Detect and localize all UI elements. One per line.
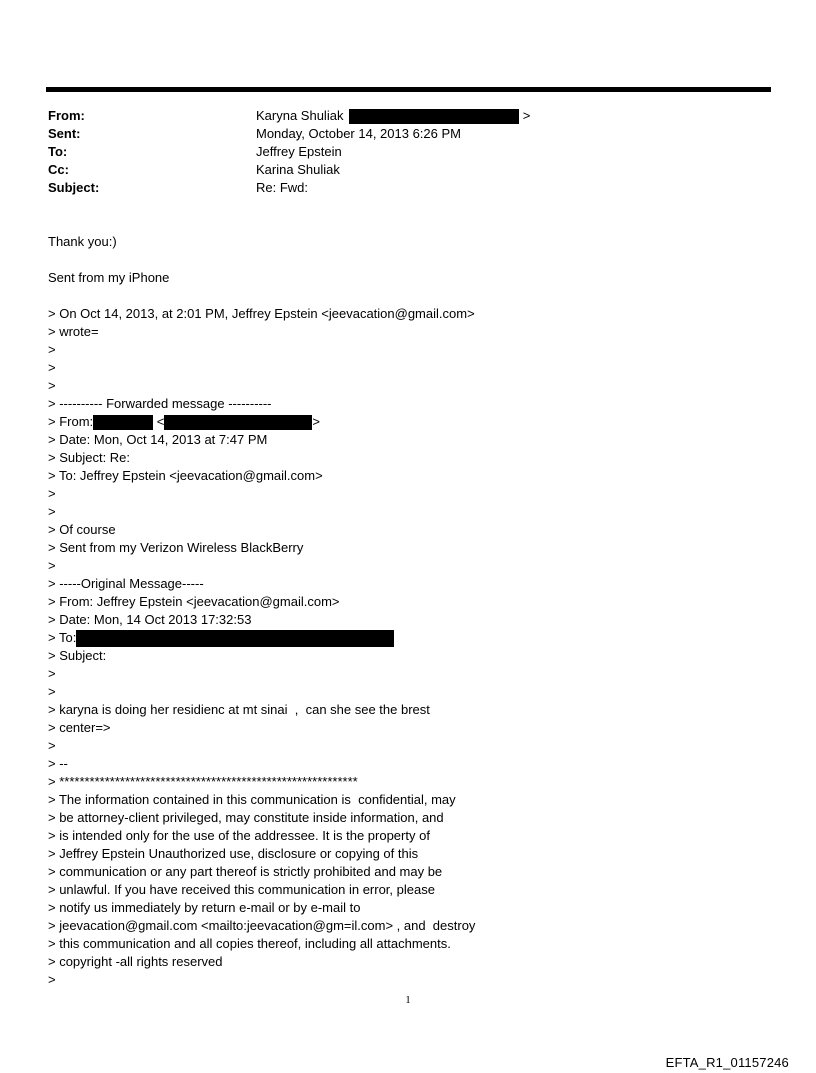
quoted-line: > copyright -all rights reserved (48, 954, 223, 969)
to-label: To: (48, 144, 68, 159)
quoted-line: > ---------- Forwarded message ---------- (48, 396, 272, 411)
fwd-from-prefix: > From: (48, 414, 94, 429)
from-value (256, 107, 530, 125)
cc-value: Karina Shuliak (256, 162, 340, 177)
quoted-line: > Sent from my Verizon Wireless BlackBerry (48, 540, 304, 555)
quoted-line: > Of course (48, 522, 116, 537)
redaction-box (349, 109, 519, 124)
bates-number: EFTA_R1_01157246 (665, 1055, 789, 1070)
orig-to-line (48, 629, 768, 647)
quoted-line: > Date: Mon, Oct 14, 2013 at 7:47 PM (48, 432, 268, 447)
quoted-line: > notify us immediately by return e-mail or by e-mail to (48, 900, 361, 915)
subject-label: Subject: (48, 180, 100, 195)
to-row (48, 143, 748, 161)
spacer (48, 251, 768, 269)
orig-to-prefix: > To: (48, 630, 77, 645)
quoted-line: > jeevacation@gmail.com <mailto:jeevacation@gm=il.com> , and destroy (48, 918, 476, 933)
quoted-line: > (48, 558, 56, 573)
quoted-line: > (48, 972, 56, 987)
signature-line: Sent from my iPhone (48, 270, 170, 285)
header-rule (46, 87, 771, 92)
quoted-line: > Subject: (48, 648, 107, 663)
quoted-line: > (48, 738, 56, 753)
sent-label: Sent: (48, 126, 81, 141)
quoted-line: > To: Jeffrey Epstein <jeevacation@gmail.com> (48, 468, 323, 483)
quoted-line: > karyna is doing her residienc at mt sinai , can she see the brest (48, 702, 430, 717)
quoted-line: > wrote= (48, 324, 99, 339)
quoted-line: > From: Jeffrey Epstein <jeevacation@gmail.com> (48, 594, 340, 609)
quoted-line: > (48, 378, 56, 393)
fwd-from-line (48, 413, 768, 431)
quoted-line: > (48, 342, 56, 357)
quoted-line: > unlawful. If you have received this communication in error, please (48, 882, 435, 897)
redaction-box (76, 630, 394, 647)
cc-row (48, 161, 748, 179)
quoted-line: > The information contained in this communication is confidential, may (48, 792, 456, 807)
quoted-line: > (48, 666, 56, 681)
email-header (48, 107, 748, 197)
redaction-box (164, 415, 312, 430)
quoted-line: > (48, 684, 56, 699)
quoted-line: > communication or any part thereof is strictly prohibited and may be (48, 864, 443, 879)
quoted-line: > *********************************************************** (48, 774, 358, 789)
quoted-line: > is intended only for the use of the addressee. It is the property of (48, 828, 430, 843)
quoted-line: > (48, 504, 56, 519)
from-row (48, 107, 748, 125)
quoted-line: > center=> (48, 720, 111, 735)
sent-row (48, 125, 748, 143)
quoted-line: > (48, 486, 56, 501)
quoted-line: > this communication and all copies thereof, including all attachments. (48, 936, 451, 951)
quoted-line: > On Oct 14, 2013, at 2:01 PM, Jeffrey Epstein <jeevacation@gmail.com> (48, 306, 475, 321)
page-number: 1 (405, 994, 411, 1006)
sent-value: Monday, October 14, 2013 6:26 PM (256, 126, 461, 141)
quoted-line: > be attorney-client privileged, may constitute inside information, and (48, 810, 444, 825)
quoted-line: > -- (48, 756, 68, 771)
from-name: Karyna Shuliak (256, 108, 344, 123)
cc-label: Cc: (48, 162, 69, 177)
quoted-line: > -----Original Message----- (48, 576, 204, 591)
fwd-from-mid: < (153, 414, 165, 429)
spacer (48, 287, 768, 305)
quoted-line: > Subject: Re: (48, 450, 131, 465)
thanks-line: Thank you:) (48, 234, 117, 249)
email-body (48, 233, 768, 989)
subject-row (48, 179, 748, 197)
from-label: From: (48, 108, 85, 123)
quoted-line: > Date: Mon, 14 Oct 2013 17:32:53 (48, 612, 252, 627)
subject-value: Re: Fwd: (256, 180, 309, 195)
from-email-tail: > (522, 108, 531, 123)
quoted-line: > Jeffrey Epstein Unauthorized use, disclosure or copying of this (48, 846, 419, 861)
to-value: Jeffrey Epstein (256, 144, 342, 159)
fwd-from-tail: > (312, 414, 320, 429)
redaction-box (93, 415, 153, 430)
quoted-line: > (48, 360, 56, 375)
